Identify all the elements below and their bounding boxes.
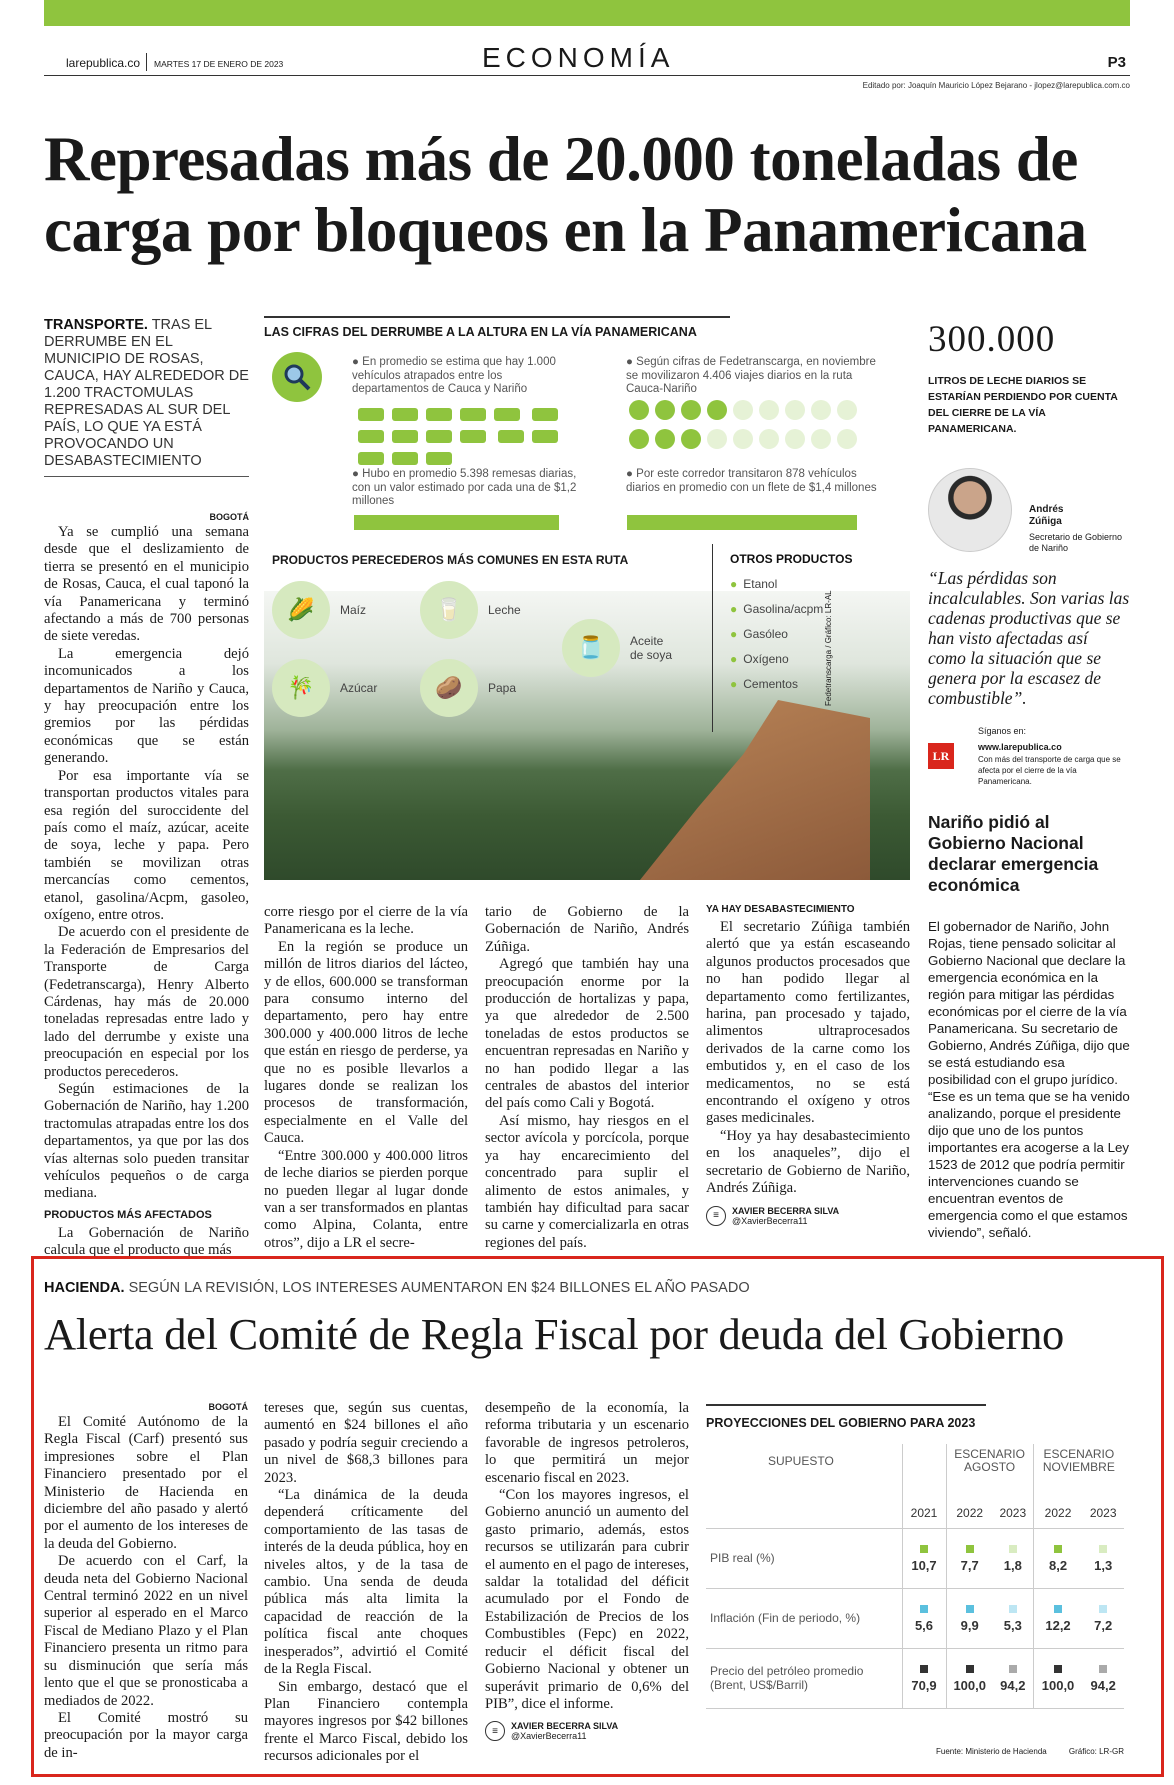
stat-callout: [928, 318, 1130, 437]
paragraph: Por esa importante vía se transportan productos vitales para esa región del suroccidente del país como el maíz, azúcar, aceite de soya, leche y papa. Pero también se movilizan otras mercancías como cementos, etanol, gasolina/Acpm, gasoleo, oxígeno, entre otros.: [44, 767, 249, 923]
other-product-item: ● Etanol: [730, 577, 778, 591]
infographic: [264, 316, 910, 880]
paragraph: El Comité mostró su preocupación por la mayor carga de in-: [44, 1709, 248, 1761]
table-cell: [902, 1588, 946, 1648]
truck-icon: [426, 430, 452, 443]
truck-icons: [354, 406, 564, 472]
truck-icon: [460, 408, 486, 421]
cell-value: 7,7: [960, 1557, 979, 1573]
cell-value: 94,2: [1000, 1677, 1026, 1693]
paragraph: corre riesgo por el cierre de la vía Panamericana es la leche.: [264, 904, 468, 938]
series-marker-icon: [1099, 1665, 1107, 1673]
lr-logo: LR: [928, 743, 954, 769]
truck-icon: [426, 408, 452, 421]
page-header: [44, 40, 1130, 76]
pull-quote: “Las pérdidas son incalculables. Son varias las cadenas productivas que se han visto afectadas así como la situación que se genera por la escasez de combustible”.: [928, 568, 1130, 708]
cell-value: 1,8: [1003, 1557, 1022, 1573]
article2-headline: Alerta del Comité de Regla Fiscal por deuda del Gobierno: [44, 1309, 1064, 1359]
article2-column-2: [264, 1400, 468, 1766]
product-sugar: 🎋 Azúcar: [272, 659, 377, 717]
table-cell: [993, 1528, 1033, 1588]
cell-value: 5,6: [914, 1617, 934, 1633]
series-marker-icon: [1054, 1665, 1062, 1673]
person-name: Andrés Zúñiga: [1029, 504, 1064, 527]
truck-icon: [532, 408, 558, 421]
year-header: 2021: [902, 1498, 946, 1528]
product-milk: 🥛 Leche: [420, 581, 521, 639]
truck-icon: [426, 452, 452, 465]
paragraph: Agregó que también hay una preocupación enorme por la producción de hortalizas y papa, ya que alrededor de 2.500 toneladas de estos productos se encuentran represadas en Nariño y no han podido llegar a las centrales de abastos del interior del país como Cali y Bogotá.: [485, 956, 689, 1112]
table-credit: Gráfico: LR-GR: [1068, 1747, 1124, 1756]
paragraph: La Gobernación de Nariño calcula que el producto que más: [44, 1224, 249, 1259]
paragraph: desempeño de la economía, la reforma tributaria y un escenario favorable de ingresos petroleros, lo que permitirá un mejor escenario fiscal en 2023.: [485, 1400, 689, 1486]
table-cell: [1082, 1648, 1124, 1708]
table-cell: [902, 1648, 946, 1708]
series-marker-icon: [966, 1605, 974, 1613]
cell-value: 7,2: [1094, 1617, 1113, 1633]
truck-icon: [532, 430, 558, 443]
paragraph: El secretario Zúñiga también alertó que ya están escaseando algunos productos procesados que no han podido llegar al departamento como fertilizantes, harina, pan procesado y tajado, alimentos ultraprocesados derivados de la carne como los embutidos y, en el caso de los medicamentos, no se está encontrando el oxígeno y otros gases medicinales.: [706, 919, 910, 1127]
table-source: Fuente: Ministerio de Hacienda: [936, 1747, 1047, 1756]
truck-icon: [392, 452, 418, 465]
row-label: Inflación (Fin de periodo, %): [710, 1611, 861, 1625]
subhead: PRODUCTOS MÁS AFECTADOS: [44, 1208, 212, 1221]
truck-icon: [494, 408, 520, 421]
series-marker-icon: [920, 1605, 928, 1613]
year-actual-spacer: [902, 1444, 946, 1498]
year-header: 2022: [946, 1498, 993, 1528]
series-marker-icon: [920, 1545, 928, 1553]
cell-value: 70,9: [911, 1677, 937, 1693]
paragraph: De acuerdo con el presidente de la Federación de Empresarios del Transporte de Carga (Fedetranscarga), Henry Alberto Cárdenas, hay más de 20.000 toneladas represadas entre lado y lado del derrumbe y existe una preocupación en especial por los productos perecederos.: [44, 924, 249, 1080]
table-title: PROYECCIONES DEL GOBIERNO PARA 2023: [706, 1416, 976, 1430]
mudslide-shape: [640, 700, 870, 880]
article-lead: [44, 317, 249, 477]
article-column-2: [264, 904, 468, 1252]
person-role: Secretario de Gobierno de Nariño: [1029, 532, 1123, 553]
table-cell: [946, 1648, 993, 1708]
truck-icon: [392, 408, 418, 421]
table-cell: [1082, 1588, 1124, 1648]
others-title: OTROS PRODUCTOS: [730, 552, 853, 566]
product-corn: 🌽 Maíz: [272, 581, 366, 639]
sidebar-body: El gobernador de Nariño, John Rojas, tiene pensado solicitar al Gobierno Nacional que declare la emergencia económica en la región para mitigar las pérdidas económicas por el cierre de la vía Panamericana. Su secretario de Gobierno, Andrés Zúñiga, dijo que se está estudiando esa posibilidad con el grupo jurídico. “Ese es un tema que se ha venido analizando, porque el presidente dijo que uno de los puntos importantes era acogerse a la Ley 1523 de 2012 que podría permitir intervenciones cuando se encuentran eventos de emergencia como el que estamos viviendo”, señaló.: [928, 919, 1130, 1240]
follow-link[interactable]: www.larepublica.co: [978, 742, 1062, 752]
follow-text: Con más del transporte de carga que se afecta por el cierre de la vía Panamericana.: [978, 755, 1121, 786]
fact-vehicles: ● En promedio se estima que hay 1.000 vehículos atrapados entre los departamentos de Cauca y Nariño: [352, 356, 556, 395]
fact-remittances: ● Hubo en promedio 5.398 remesas diarias, con un valor estimado por cada una de $1,2 millones: [352, 468, 577, 507]
paragraph: En la región se produce un millón de litros diarios del lácteo, y de ellos, 600.000 se transforman para consumo interno del departamento, pero hay entre 300.000 y 400.000 litros de leche que están en riesgo de perderse, ya que no es posible llevarlos a lugares donde se realizan los procesos de transformación, especialmente en el Valle del Cauca.: [264, 938, 468, 1147]
fact-freight: ● Por este corredor transitaron 878 vehículos diarios en promedio con un flete de $1,4 millones: [626, 468, 877, 494]
article-column-3: [485, 904, 689, 1252]
truck-icon: [392, 430, 418, 443]
editor-line: Editado por: Joaquín Mauricio López Bejarano - jlopez@larepublica.com.co: [862, 81, 1130, 90]
truck-icon: [498, 430, 524, 443]
paragraph: Así mismo, hay riesgos en el sector avícola y porcícola, porque ya hay encarecimiento del concentrado para suplir el alimento de estos animales, y también hay dificultad para sacar su carne y comercializarla en otras regiones del país.: [485, 1112, 689, 1251]
section-title: ECONOMÍA: [482, 42, 675, 73]
truck-icon: [358, 430, 384, 443]
header-scenario-noviembre: ESCENARIO NOVIEMBRE: [1033, 1444, 1124, 1498]
article2-kicker: HACIENDA.: [44, 1280, 125, 1296]
truck-icon: [358, 452, 384, 465]
corn-icon: 🌽: [272, 581, 330, 639]
truck-icon: [460, 430, 486, 443]
paragraph: Ya se cumplió una semana desde que el deslizamiento de tierra se presentó en el municipio de Rosas, Cauca, el cual taponó la vía Panamericana y terminó afectando a más de 700 personas de siete veredas.: [44, 524, 249, 645]
trip-dots: [626, 398, 876, 456]
lead-rule: [44, 476, 249, 477]
other-product-item: ● Cementos: [730, 677, 798, 691]
table-row: [706, 1528, 1124, 1588]
table-cell: [902, 1528, 946, 1588]
sidebar-headline: Nariño pidió al Gobierno Nacional declarar emergencia económica: [928, 812, 1099, 895]
other-product-item: ● Gasóleo: [730, 627, 788, 641]
cell-value: 5,3: [1003, 1617, 1022, 1633]
sugarcane-icon: 🎋: [272, 659, 330, 717]
article2-lead: SEGÚN LA REVISIÓN, LOS INTERESES AUMENTARON EN $24 BILLONES EL AÑO PASADO: [124, 1280, 750, 1296]
milk-carton-icon: 🥛: [420, 581, 478, 639]
potato-icon: 🥔: [420, 659, 478, 717]
issue-date: MARTES 17 DE ENERO DE 2023: [154, 59, 284, 69]
product-soy-oil: 🫙 Aceite de soya: [562, 619, 680, 677]
chat-bubble-icon: ≡: [485, 1721, 505, 1741]
author-handle: @XavierBecerra11: [732, 1215, 808, 1226]
freight-bar: [627, 515, 857, 530]
products-title: PRODUCTOS PERECEDEROS MÁS COMUNES EN ESTA RUTA: [272, 553, 629, 567]
paragraph: De acuerdo con el Carf, la deuda neta del Gobierno Nacional Central terminó 2022 en un nivel superior al esperado en el Marco Fiscal de Mediano Plazo y el Plan Financiero presenta un ritmo para su disminución que sería más lento que el que se pronosticaba a mediados de 2022.: [44, 1553, 248, 1709]
stat-number: 300.000: [928, 319, 1056, 360]
table-cell: [993, 1588, 1033, 1648]
paragraph: Según estimaciones de la Gobernación de Nariño, hay 1.200 tractomulas atrapadas entre los dos departamentos, ya que por las dos vías alternas solo pueden transitar vehículos pequeños o de carga mediana.: [44, 1081, 249, 1202]
cell-value: 1,3: [1094, 1557, 1113, 1573]
paragraph: “La dinámica de la deuda dependerá críticamente del comportamiento de las tasas de interés de la deuda pública, hoy en niveles altos, y de la tasa de cambio. Una senda de deuda pública más alta limita la capacidad de reacción de la política fiscal ante choques inesperados”, advirtió el Comité de la Regla Fiscal.: [264, 1487, 468, 1678]
table-row: [706, 1588, 1124, 1648]
table-top-rule: [706, 1404, 986, 1406]
series-marker-icon: [1054, 1545, 1062, 1553]
series-marker-icon: [966, 1665, 974, 1673]
series-marker-icon: [1099, 1545, 1107, 1553]
oil-bottle-icon: 🫙: [562, 619, 620, 677]
fact-trips: ● Según cifras de Fedetranscarga, en noviembre se movilizaron 4.406 viajes diarios en la ruta Cauca-Nariño: [626, 356, 876, 395]
paragraph: tario de Gobierno de la Gobernación de Nariño, Andrés Zúñiga.: [485, 904, 689, 955]
others-divider: [712, 544, 713, 732]
avatar: [928, 468, 1012, 552]
header-scenario-agosto: ESCENARIO AGOSTO: [946, 1444, 1033, 1498]
table-cell: [1082, 1528, 1124, 1588]
author-handle: @XavierBecerra11: [511, 1731, 587, 1742]
paragraph: tereses que, según sus cuentas, aumentó en $24 billones el año pasado y podría seguir creciendo a un nivel de $68,3 billones para 2023.: [264, 1400, 468, 1486]
dateline: BOGOTÁ: [209, 512, 249, 522]
subhead: YA HAY DESABASTECIMIENTO: [706, 904, 855, 915]
other-product-item: ● Gasolina/acpm: [730, 602, 824, 616]
year-header: 2023: [999, 1505, 1027, 1520]
product-potato: 🥔 Papa: [420, 659, 516, 717]
page-number: P3: [1107, 54, 1126, 71]
series-marker-icon: [966, 1545, 974, 1553]
paragraph: El Comité Autónomo de la Regla Fiscal (Carf) presentó sus impresiones sobre el Plan Financiero presentado por el Ministerio de Hacienda en diciembre del año pasado y alertó por el aumento de los intereses de la deuda del Gobierno.: [44, 1414, 248, 1552]
cell-value: 94,2: [1090, 1677, 1116, 1693]
series-marker-icon: [1099, 1605, 1107, 1613]
paragraph: Sin embargo, destacó que el Plan Financiero contempla mayores ingresos por $42 billones frente el Marco Fiscal, debido los recursos adicionales por el: [264, 1678, 468, 1765]
year-header: 2023: [1089, 1505, 1117, 1520]
cell-value: 100,0: [1041, 1677, 1075, 1693]
paragraph: La emergencia dejó incomunicados a los departamentos de Nariño y Cauca, y hay preocupación entre los gremios por las pérdidas económicas que se están generando.: [44, 645, 249, 767]
remittances-bar: [354, 515, 559, 530]
other-products: [730, 552, 852, 697]
author-name: XAVIER BECERRA SILVA: [511, 1721, 619, 1732]
paragraph: “Entre 300.000 y 400.000 litros de leche diarios se pierden porque no pueden llegar al lugar donde van a ser transformados en plantas como Alpina, Colanta, entre otros”, dijo a LR el secre-: [264, 1147, 468, 1251]
row-label: PIB real (%): [710, 1551, 775, 1565]
table-row: [706, 1648, 1124, 1708]
article2-kicker-line: [44, 1280, 1130, 1296]
series-marker-icon: [1054, 1605, 1062, 1613]
table-cell: [946, 1588, 993, 1648]
article-column-4: [706, 904, 910, 1226]
header-divider: [146, 53, 147, 71]
paragraph: “Hoy ya hay desabastecimiento en los anaqueles”, dijo el secretario de Gobierno de Nariño, Andrés Zúñiga.: [706, 1127, 910, 1197]
projections-table-box: [706, 1404, 1130, 1764]
site-name: larepublica.co: [66, 56, 141, 70]
cell-value: 8,2: [1048, 1557, 1068, 1573]
follow-label: Síganos en:: [978, 726, 1027, 736]
author-name: XAVIER BECERRA SILVA: [732, 1205, 840, 1216]
year-header: 2022: [1033, 1498, 1082, 1528]
truck-icon: [358, 408, 384, 421]
table-cell: [1033, 1588, 1082, 1648]
paragraph: “Con los mayores ingresos, el Gobierno anunció un aumento del gasto primario, además, estos recursos se utilizarán para cubrir el aumento en el pago de intereses, saldar la totalidad del déficit acumulado por el Fondo de Estabilización de Precios de los Combustibles (Fepc) en 2022, reducir el déficit fiscal del Gobierno Nacional y obtener un superávit primario de 0,6% del PIB”, dice el informe.: [485, 1487, 689, 1712]
lead-text: TRAS EL DERRUMBE EN EL MUNICIPIO DE ROSAS, CAUCA, HAY ALREDEDOR DE 1.200 TRACTOMULAS REPRESADAS AL SUR DEL PAÍS, LO QUE YA ESTÁ PROVOCANDO UN DESABASTECIMIENTO: [44, 317, 249, 469]
series-marker-icon: [1009, 1665, 1017, 1673]
header-supuesto: SUPUESTO: [768, 1454, 834, 1468]
cell-value: 9,9: [960, 1617, 979, 1633]
infographic-top-rule: [264, 316, 730, 318]
table-cell: [1033, 1528, 1082, 1588]
table-cell: [1033, 1648, 1082, 1708]
cell-value: 12,2: [1045, 1617, 1071, 1633]
projections-table: [706, 1444, 1124, 1709]
other-product-item: ● Oxígeno: [730, 652, 789, 666]
row-label: Precio del petróleo promedio (Brent, US$/Barril): [710, 1664, 864, 1692]
article-column-1: [44, 512, 249, 1260]
lead-kicker: TRANSPORTE.: [44, 317, 148, 333]
chat-bubble-icon: ≡: [706, 1206, 726, 1226]
dateline: BOGOTÁ: [208, 1402, 248, 1412]
author-credit: [706, 1206, 910, 1226]
series-marker-icon: [920, 1665, 928, 1673]
article2-column-3: [485, 1400, 689, 1741]
article2-column-1: [44, 1402, 248, 1762]
infographic-title: LAS CIFRAS DEL DERRUMBE A LA ALTURA EN LA VÍA PANAMERICANA: [264, 325, 697, 339]
table-cell: [946, 1528, 993, 1588]
infographic-credit: Fedetranscarga / Gráfico: LR-AL: [824, 590, 833, 706]
cell-value: 100,0: [953, 1677, 986, 1693]
magnifier-icon: [272, 352, 322, 402]
cell-value: 10,7: [911, 1557, 937, 1573]
series-marker-icon: [1009, 1545, 1017, 1553]
author-credit: [485, 1721, 689, 1741]
table-cell: [993, 1648, 1033, 1708]
series-marker-icon: [1009, 1605, 1017, 1613]
stat-caption: LITROS DE LECHE DIARIOS SE ESTARÍAN PERDIENDO POR CUENTA DEL CIERRE DE LA VÍA PANAMERICANA.: [928, 375, 1118, 435]
top-color-band: [44, 0, 1130, 26]
article-headline: Represadas más de 20.000 toneladas de carga por bloqueos en la Panamericana: [44, 124, 1087, 265]
